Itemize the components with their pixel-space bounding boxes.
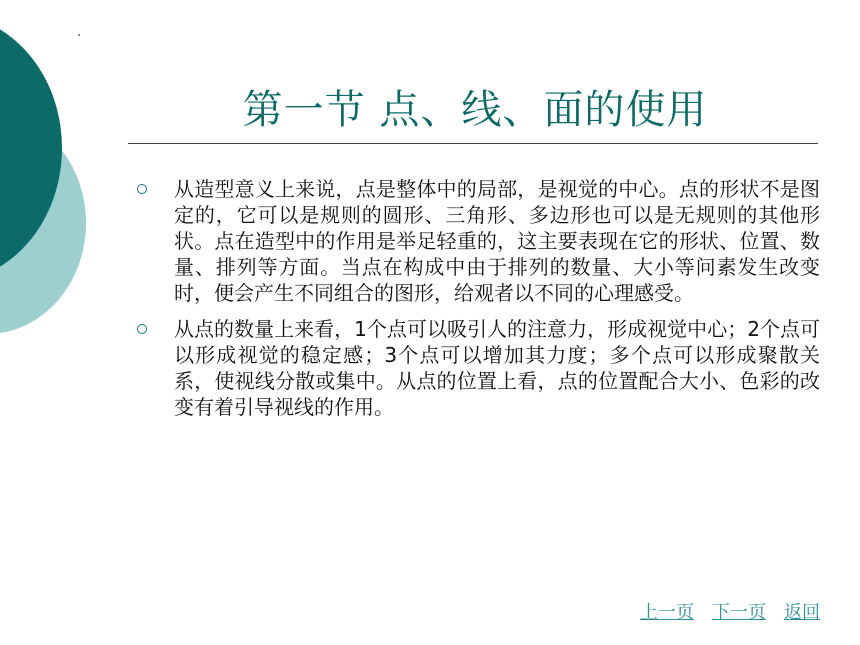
- paragraph-2: [130, 316, 820, 420]
- paragraph-1-text: 从造型意义上来说，点是整体中的局部，是视觉的中心。点的形状不是图定的，它可以是规则的圆形、三角形、多边形也可以是无规则的其他形状。点在造型中的作用是举足轻重的，这主要表现在它的形状、位置、数量、排列等方面。当点在构成中由于排列的数量、大小等问素发生改变时，便会产生不同组合的图形，给观者以不同的心理感受。: [174, 177, 820, 305]
- slide-title: 第一节 点、线、面的使用: [242, 87, 708, 133]
- prev-page-link[interactable]: 上一页: [640, 602, 694, 623]
- bullet-circle-icon: [137, 184, 147, 194]
- paragraph-1: [130, 176, 820, 306]
- paragraph-2-text: 从点的数量上来看，1个点可以吸引人的注意力，形成视觉中心；2个点可以形成视觉的稳定感；3个点可以增加其力度；多个点可以形成聚散关系，使视线分散或集中。从点的位置上看，点的位置配合大小、色彩的改变有着引导视线的作用。: [174, 317, 820, 419]
- title-divider: [128, 143, 818, 144]
- slide-navigation: [640, 598, 820, 624]
- slide-content: [130, 176, 820, 430]
- back-link[interactable]: 返回: [784, 602, 820, 623]
- decorative-dot: [78, 34, 80, 36]
- bullet-circle-icon: [137, 324, 147, 334]
- next-page-link[interactable]: 下一页: [712, 602, 766, 623]
